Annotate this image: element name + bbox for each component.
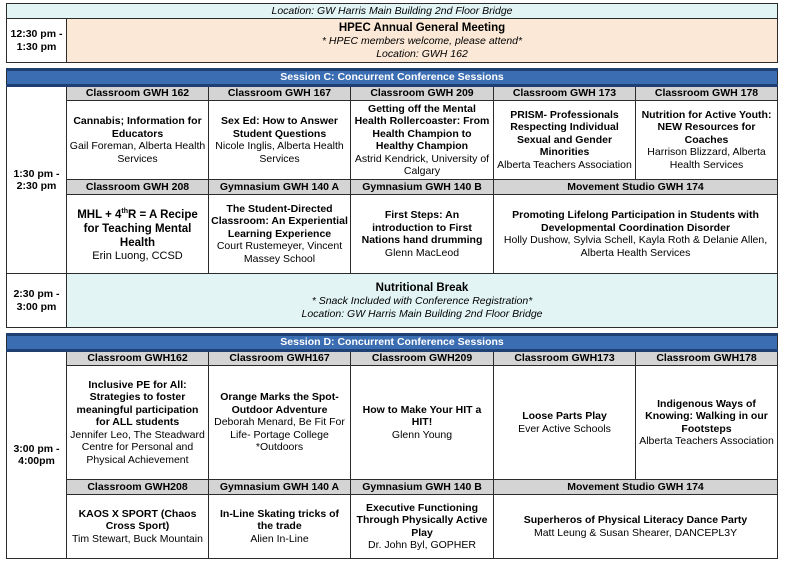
session-title: KAOS X SPORT (Chaos Cross Sport) — [78, 507, 197, 533]
session-presenter: Erin Luong, CCSD — [92, 249, 183, 262]
agm-cell — [67, 19, 778, 63]
session-d-rooms-row1 — [7, 351, 778, 366]
session-presenter: Glenn Young — [391, 428, 453, 441]
agm-note: * HPEC members welcome, please attend* — [321, 35, 523, 47]
session-presenter: Deborah Menard, Be Fit For Life- Portage College *Outdoors — [214, 416, 345, 454]
session-c-sessions-row1 — [7, 101, 778, 180]
break-cell — [67, 274, 778, 328]
break-row — [7, 274, 778, 328]
session-d-header: Session D: Concurrent Conference Sessions — [7, 335, 778, 351]
room-label: Gymnasium GWH 140 B — [351, 180, 494, 195]
session-c-rooms-row2 — [7, 180, 778, 195]
room-label: Classroom GWH 173 — [494, 86, 636, 101]
break-title: Nutritional Break — [375, 282, 469, 294]
session-presenter: Matt Leung & Susan Shearer, DANCEPL3Y — [533, 526, 738, 539]
room-label: Gymnasium GWH 140 A — [209, 180, 351, 195]
session-cell — [494, 495, 778, 559]
session-title: PRISM- Professionals Respecting Individual Sexual and Gender Minorities — [510, 108, 619, 159]
session-presenter: Alien In-Line — [250, 532, 309, 545]
session-presenter: Holly Dushow, Sylvia Schell, Kayla Roth & Delanie Allen, Alberta Health Services — [503, 234, 768, 259]
session-presenter: Court Rustemeyer, Vincent Massey School — [216, 240, 343, 265]
room-label: Classroom GWH162 — [67, 351, 209, 366]
session-presenter: Astrid Kendrick, University of Calgary — [354, 152, 490, 177]
session-c-rooms-row1 — [7, 86, 778, 101]
session-c-header: Session C: Concurrent Conference Sessions — [7, 70, 778, 86]
session-cell — [67, 101, 209, 180]
session-cell — [209, 495, 351, 559]
session-title-superscript: th — [121, 208, 129, 216]
room-label: Gymnasium GWH 140 A — [209, 480, 351, 495]
session-title: Nutrition for Active Youth: NEW Resources for Coaches — [641, 108, 772, 146]
session-presenter: Gail Foreman, Alberta Health Services — [69, 140, 206, 165]
session-title: The Student-Directed Classroom: An Experiential Learning Experience — [211, 202, 348, 240]
session-c-time: 1:30 pm - 2:30 pm — [7, 86, 67, 274]
room-label: Classroom GWH208 — [67, 480, 209, 495]
session-d-header-row — [7, 335, 778, 351]
session-d-sessions-row2 — [7, 495, 778, 559]
spacer — [7, 63, 778, 70]
spacer-cell — [7, 328, 778, 335]
session-presenter: Nicole Inglis, Alberta Health Services — [215, 140, 344, 165]
room-label: Gymnasium GWH 140 B — [351, 480, 494, 495]
session-cell — [351, 101, 494, 180]
session-d-rooms-row2 — [7, 480, 778, 495]
session-c-header-row — [7, 70, 778, 86]
break-location: Location: GW Harris Main Building 2nd Floor Bridge — [301, 307, 543, 320]
session-cell — [636, 101, 778, 180]
session-presenter: Alberta Teachers Association — [497, 158, 632, 171]
session-presenter: Ever Active Schools — [518, 422, 611, 435]
session-cell — [351, 195, 494, 274]
session-d-time: 3:00 pm - 4:00pm — [7, 351, 67, 559]
agm-title: HPEC Annual General Meeting — [338, 22, 506, 34]
session-presenter: Glenn MacLeod — [384, 246, 460, 259]
session-title: Superheros of Physical Literacy Dance Party — [523, 514, 748, 526]
session-presenter: Jennifer Leo, The Steadward Centre for Personal and Physical Achievement — [70, 428, 205, 466]
room-label: Classroom GWH167 — [209, 351, 351, 366]
agm-row — [7, 19, 778, 63]
session-cell — [494, 366, 636, 480]
top-location-cell — [7, 4, 778, 19]
room-label: Classroom GWH 162 — [67, 86, 209, 101]
session-title: First Steps: An introduction to First Nations hand drumming — [361, 209, 483, 246]
session-title: Sex Ed: How to Answer Student Questions — [221, 115, 338, 140]
session-c-sessions-row2 — [7, 195, 778, 274]
session-cell — [67, 495, 209, 559]
session-cell — [209, 366, 351, 480]
spacer-cell — [7, 63, 778, 70]
room-label: Classroom GWH209 — [351, 351, 494, 366]
session-title: Executive Functioning Through Physically Active Play — [356, 501, 488, 539]
room-label: Classroom GWH 178 — [636, 86, 778, 101]
schedule-table — [6, 3, 778, 559]
session-title: Promoting Lifelong Participation in Students with Developmental Coordination Disorder — [512, 209, 759, 234]
session-title-part: MHL + 4 — [77, 208, 122, 221]
session-presenter: Dr. John Byl, GOPHER — [368, 539, 476, 551]
room-label: Classroom GWH 209 — [351, 86, 494, 101]
session-title: Loose Parts Play — [522, 410, 607, 422]
room-label: Movement Studio GWH 174 — [494, 480, 778, 495]
spacer — [7, 328, 778, 335]
session-cell — [494, 195, 778, 274]
top-location-text: Location: GW Harris Main Building 2nd Floor Bridge — [271, 4, 513, 17]
session-title: Indigenous Ways of Knowing: Walking in our Footsteps — [645, 397, 768, 435]
session-cell — [209, 195, 351, 274]
room-label: Classroom GWH 208 — [67, 180, 209, 195]
session-cell — [636, 366, 778, 480]
session-cell — [351, 366, 494, 480]
session-presenter: Tim Stewart, Buck Mountain — [72, 532, 203, 545]
session-title-part: R = A Recipe for Teaching Mental Health — [83, 208, 198, 249]
session-presenter: Harrison Blizzard, Alberta Health Services — [647, 146, 766, 171]
session-d-sessions-row1 — [7, 366, 778, 480]
break-note: * Snack Included with Conference Registration* — [311, 295, 533, 307]
session-presenter: Alberta Teachers Association — [639, 435, 774, 447]
top-location-row — [7, 4, 778, 19]
session-title: Inclusive PE for All: Strategies to foster meaningful participation for ALL students — [76, 378, 199, 429]
session-title: How to Make Your HIT a HIT! — [362, 403, 482, 429]
session-title: In-Line Skating tricks of the trade — [219, 507, 340, 533]
session-cell — [67, 366, 209, 480]
session-title: Orange Marks the Spot- Outdoor Adventure — [220, 391, 339, 416]
room-label: Classroom GWH178 — [636, 351, 778, 366]
room-label: Classroom GWH 167 — [209, 86, 351, 101]
session-cell — [209, 101, 351, 180]
session-cell — [494, 101, 636, 180]
session-title: Cannabis; Information for Educators — [73, 115, 202, 140]
session-cell — [351, 495, 494, 559]
room-label: Classroom GWH173 — [494, 351, 636, 366]
agm-location: Location: GWH 162 — [376, 47, 468, 60]
break-time: 2:30 pm - 3:00 pm — [7, 274, 67, 328]
room-label: Movement Studio GWH 174 — [494, 180, 778, 195]
agm-time: 12:30 pm - 1:30 pm — [7, 19, 67, 63]
session-title — [69, 205, 206, 250]
session-cell — [67, 195, 209, 274]
session-title: Getting off the Mental Health Rollercoaster: From Health Champion to Healthy Champion — [354, 102, 490, 152]
